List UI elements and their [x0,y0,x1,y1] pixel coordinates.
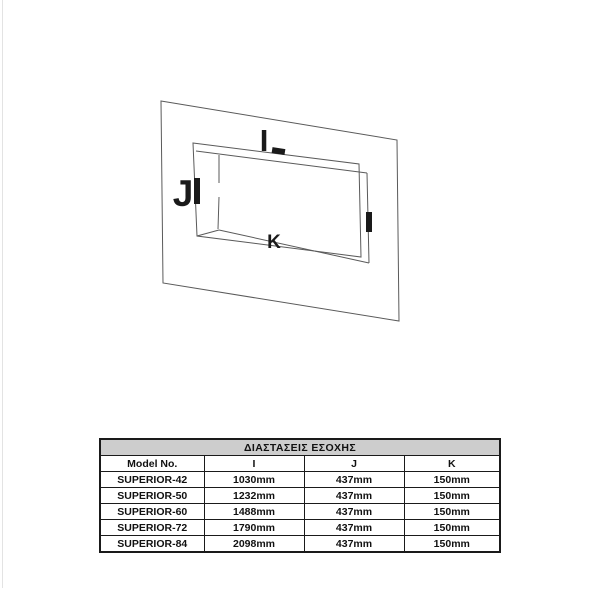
dim-i-cell: 1232mm [204,488,304,504]
dim-j-cell: 437mm [304,520,404,536]
dim-label-k: K [267,232,281,253]
dim-j-cell: 437mm [304,536,404,553]
table-row-superior-72 [100,520,500,536]
dim-k-cell: 150mm [404,504,500,520]
table-row-superior-50 [100,488,500,504]
table-row-superior-84 [100,536,500,553]
table-row-superior-42 [100,472,500,488]
wall-panel-outline [161,101,399,321]
dim-k-tick-marker [366,212,372,232]
table-title: ΔΙΑΣΤΑΣΕΙΣ ΕΣΟΧΗΣ [100,439,500,456]
col-header-model-no: Model No. [100,456,204,472]
dim-k-cell: 150mm [404,488,500,504]
recess-left-back-edge-lower [218,197,219,229]
recess-bottom-back-edge [219,230,369,263]
dim-j-tick-marker [194,178,200,204]
dim-j-cell: 437mm [304,504,404,520]
model-cell: SUPERIOR-60 [100,504,204,520]
model-cell: SUPERIOR-50 [100,488,204,504]
dim-k-cell: 150mm [404,472,500,488]
dim-i-cell: 1030mm [204,472,304,488]
dim-j-cell: 437mm [304,472,404,488]
dimensions-table-container [99,438,499,553]
table-header-row [100,456,500,472]
dim-i-cell: 2098mm [204,536,304,553]
model-cell: SUPERIOR-72 [100,520,204,536]
recess-bottom-left-depth-edge [197,230,219,236]
col-header-i: I [204,456,304,472]
dim-k-cell: 150mm [404,520,500,536]
dim-label-j: J [172,173,194,214]
dimensions-table [99,438,501,553]
table-title-row [100,439,500,456]
dim-i-cell: 1790mm [204,520,304,536]
dim-label-i: I [259,123,269,158]
dim-k-cell: 150mm [404,536,500,553]
dim-i-cell: 1488mm [204,504,304,520]
dim-j-cell: 437mm [304,488,404,504]
col-header-k: K [404,456,500,472]
col-header-j: J [304,456,404,472]
dim-i-tick-marker [272,147,286,155]
model-cell: SUPERIOR-84 [100,536,204,553]
model-cell: SUPERIOR-42 [100,472,204,488]
table-row-superior-60 [100,504,500,520]
